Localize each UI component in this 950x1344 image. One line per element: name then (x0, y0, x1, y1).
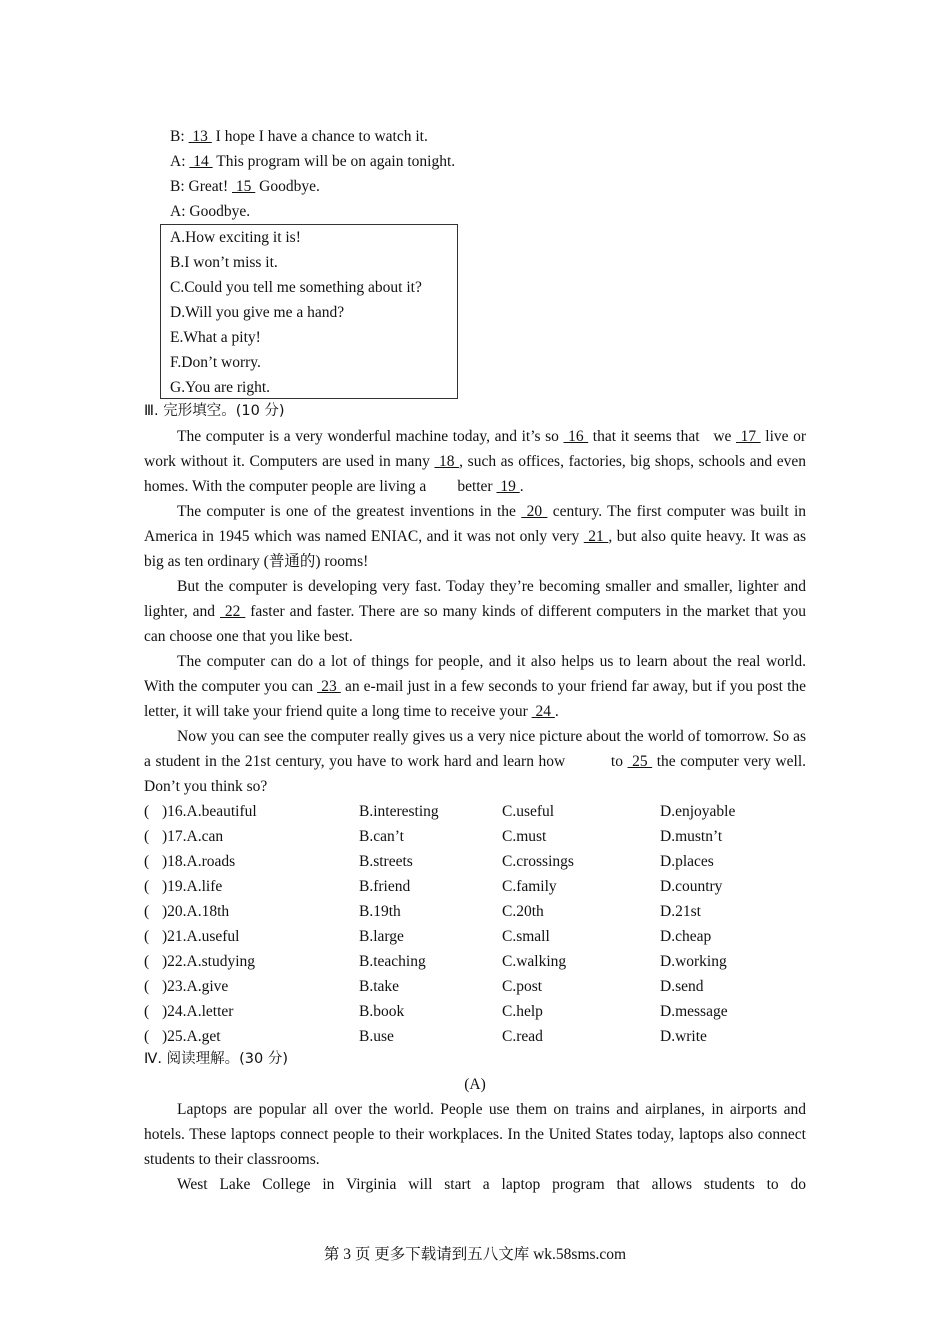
reading-paragraph-1: Laptops are popular all over the world. People use them on trains and airplanes, in airports and hotels. These laptops connect people to their workplaces. In the United States today, laptops also connect students to their classrooms. (144, 1101, 806, 1168)
speaker: B: (170, 178, 185, 195)
choice-d: D.message (660, 1003, 728, 1020)
dialogue-line-14 (170, 149, 455, 174)
choice-d: D.enjoyable (660, 803, 736, 820)
cloze-paragraph-2 (144, 499, 806, 574)
dialogue-line-15 (170, 174, 320, 199)
choice-b: B.use (359, 1028, 394, 1045)
choice-a: )18.A.roads (162, 853, 236, 870)
option-b: B.I won’t miss it. (170, 254, 278, 271)
text: the computer very well. Don’t you think so? (144, 753, 806, 795)
question-23 (144, 974, 806, 999)
question-18 (144, 849, 806, 874)
choice-d: D.mustn’t (660, 828, 723, 845)
blank-17: 17 (735, 428, 761, 445)
choice-b: B.streets (359, 853, 413, 870)
choice-d: D.places (660, 853, 714, 870)
blank-22: 22 (219, 603, 246, 620)
option-c: C.Could you tell me something about it? (170, 279, 422, 296)
choice-a: )17.A.can (162, 828, 224, 845)
choice-d: D.21st (660, 903, 701, 920)
dialogue-text: Goodbye. (189, 203, 251, 220)
answer-paren[interactable]: ( (144, 928, 150, 945)
question-24 (144, 999, 806, 1024)
answer-paren[interactable]: ( (144, 903, 150, 920)
choice-b: B.friend (359, 878, 411, 895)
section-3-title: Ⅲ. 完形填空。(10 分) (144, 403, 285, 419)
choice-a: )16.A.beautiful (162, 803, 257, 820)
answer-paren[interactable]: ( (144, 953, 150, 970)
choice-c: C.small (502, 928, 550, 945)
question-20 (144, 899, 806, 924)
answer-paren[interactable]: ( (144, 828, 150, 845)
question-25 (144, 1024, 806, 1049)
speaker: A: (170, 153, 186, 170)
blank-25: 25 (627, 753, 653, 770)
dialogue-line-end (170, 199, 250, 224)
choice-b: B.19th (359, 903, 401, 920)
reading-part-label: (A) (464, 1076, 486, 1093)
text: live or work without it. Computers are used in many (144, 428, 807, 470)
choice-c: C.post (502, 978, 543, 995)
choice-b: B.book (359, 1003, 405, 1020)
choice-a: )20.A.18th (162, 903, 230, 920)
text: The computer can do a lot of things for people, and it also helps us to learn about the real world. With the computer you can (144, 653, 806, 695)
blank-23: 23 (317, 678, 341, 695)
choice-d: D.write (660, 1028, 707, 1045)
choice-c: C.crossings (502, 853, 574, 870)
choice-c: C.family (502, 878, 557, 895)
choice-d: D.cheap (660, 928, 712, 945)
option-g: G.You are right. (170, 379, 271, 396)
text: Now you can see the computer really gives us a very nice picture about the world of tomorrow. So as a student in the 21st century, you have to work hard and learn how to (144, 728, 810, 770)
choice-d: D.working (660, 953, 727, 970)
dialogue-line-13 (170, 124, 428, 149)
cloze-paragraph-5 (144, 724, 810, 799)
choice-b: B.large (359, 928, 404, 945)
choice-a: )22.A.studying (162, 953, 255, 970)
speaker: A: (170, 203, 186, 220)
choice-c: C.read (502, 1028, 543, 1045)
cloze-paragraph-1 (144, 424, 810, 499)
option-f: F.Don’t worry. (170, 354, 261, 371)
option-d: D.Will you give me a hand? (170, 304, 345, 321)
question-21 (144, 924, 806, 949)
blank-15: 15 (232, 178, 256, 195)
answer-paren[interactable]: ( (144, 978, 150, 995)
choice-b: B.teaching (359, 953, 426, 970)
text: The computer is one of the greatest inventions in the (177, 503, 522, 520)
text: . (519, 478, 524, 495)
answer-paren[interactable]: ( (144, 1028, 150, 1045)
text: But the computer is developing very fast. Today they’re becoming smaller and smaller, lighter and lighter, and (144, 578, 806, 620)
choice-c: C.walking (502, 953, 567, 970)
answer-paren[interactable]: ( (144, 878, 150, 895)
choice-d: D.send (660, 978, 704, 995)
answer-paren[interactable]: ( (144, 1003, 150, 1020)
question-22 (144, 949, 806, 974)
question-17 (144, 824, 806, 849)
answer-paren[interactable]: ( (144, 853, 150, 870)
blank-24: 24 (531, 703, 555, 720)
choice-b: B.interesting (359, 803, 439, 820)
text: that it seems that we (588, 428, 736, 445)
choice-b: B.can’t (359, 828, 404, 845)
blank-14: 14 (189, 153, 213, 170)
blank-18: 18 (434, 453, 460, 470)
section-4-title: Ⅳ. 阅读理解。(30 分) (144, 1051, 288, 1067)
reading-paragraph-2: West Lake College in Virginia will start a laptop program that allows students to do (177, 1176, 806, 1193)
dialogue-text: This program will be on again tonight. (212, 153, 456, 170)
blank-20: 20 (521, 503, 548, 520)
choice-c: C.must (502, 828, 547, 845)
text: an e-mail just in a few seconds to your friend far away, but if you post the letter, it will take your friend quite a long time to receive your (144, 678, 807, 720)
text: , but also quite heavy. It was as big as ten ordinary (普通的) rooms! (144, 528, 807, 570)
text: faster and faster. There are so many kinds of different computers in the market that you can choose one that you like best. (144, 603, 807, 645)
text: The computer is a very wonderful machine today, and it’s so (177, 428, 564, 445)
dialogue-pre: Great! (188, 178, 229, 195)
answer-paren[interactable]: ( (144, 803, 150, 820)
blank-21: 21 (583, 528, 609, 545)
text: , such as offices, factories, big shops, schools and even homes. With the computer people are living a better (144, 453, 810, 495)
dialogue-text: I hope I have a chance to watch it. (211, 128, 428, 145)
choice-a: )24.A.letter (162, 1003, 234, 1020)
option-a: A.How exciting it is! (170, 229, 301, 246)
choice-c: C.20th (502, 903, 544, 920)
choice-a: )25.A.get (162, 1028, 221, 1045)
choice-c: C.help (502, 1003, 543, 1020)
text: century. The first computer was built in America in 1945 which was named ENIAC, and it was not only very (144, 503, 807, 545)
cloze-paragraph-4 (144, 649, 806, 724)
cloze-paragraph-3 (144, 574, 806, 649)
options-box (160, 224, 458, 399)
choice-d: D.country (660, 878, 723, 895)
choice-a: )19.A.life (162, 878, 223, 895)
text: . (554, 703, 559, 720)
blank-13: 13 (188, 128, 212, 145)
choice-a: )23.A.give (162, 978, 229, 995)
choice-b: B.take (359, 978, 400, 995)
option-e: E.What a pity! (170, 329, 261, 346)
speaker: B: (170, 128, 185, 145)
choice-a: )21.A.useful (162, 928, 240, 945)
question-19 (144, 874, 806, 899)
choice-c: C.useful (502, 803, 555, 820)
question-16 (144, 799, 806, 824)
dialogue-text: Goodbye. (255, 178, 320, 195)
page-footer: 第 3 页 更多下载请到五八文库 wk.58sms.com (323, 1246, 627, 1263)
blank-19: 19 (496, 478, 520, 495)
blank-16: 16 (563, 428, 589, 445)
